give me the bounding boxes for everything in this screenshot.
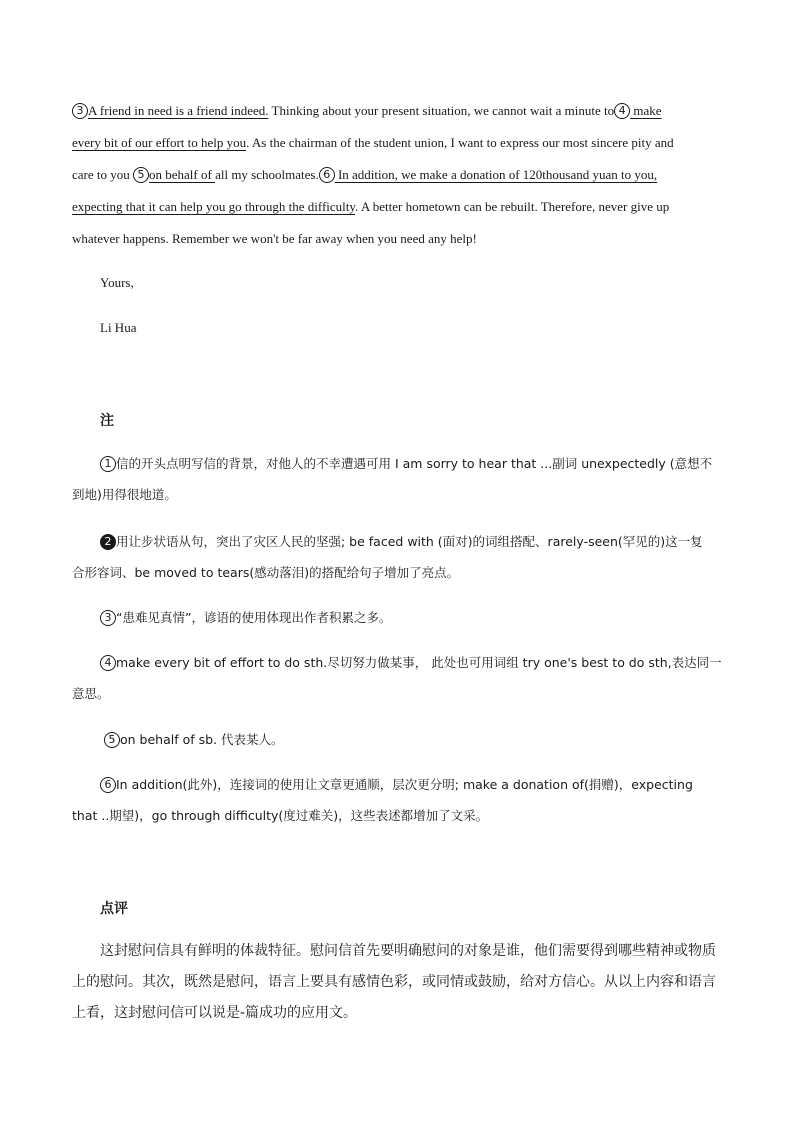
marker-1: 1 <box>100 456 116 472</box>
closing: Yours, <box>100 275 134 290</box>
note-5: 5 on behalf of sb. 代表某人。 <box>72 724 726 755</box>
note-1: 1 信的开头点明写信的背景，对他人的不幸遭遇可用 I am sorry to hear that ...副词 unexpectedly (意想不 到地)用得很地道。 <box>72 456 713 502</box>
notes-heading: 注 <box>100 413 114 429</box>
letter-line: every bit of our effort to help you. As the chairman of the student union, I want to express our most sincere pity and <box>72 135 674 150</box>
letter-body <box>72 95 722 255</box>
note-4: 4 make every bit of effort to do sth.尽切努力做某事， 此处也可用词组 try one's best to do sth,表达同一 意思。 <box>72 655 722 701</box>
letter-line: expecting that it can help you go through the difficulty. A better hometown can be rebuilt. Therefore, never give up <box>72 199 670 214</box>
signature: Li Hua <box>100 320 137 335</box>
marker-5: 5 <box>133 167 149 183</box>
note-3: 3 “患难见真情”，谚语的使用体现出作者积累之多。 <box>72 602 726 633</box>
marker-4: 4 <box>614 103 630 119</box>
review-body: 这封慰问信具有鲜明的体裁特征。慰问信首先要明确慰问的对象是谁，他们需要得到哪些精神或物质 上的慰问。其次，既然是慰问，语言上要具有感情色彩，或同情或鼓励，给对方信心。从以上内容和语言 上看，这封慰问信可以说是-篇成功的应用文。 <box>72 943 716 1021</box>
note-2: 2 用让步状语从句，突出了灾区人民的坚强; be faced with (面对)的词组搭配、rarely-seen(罕见的)这一复 合形容词、be moved to tears(感动落泪)的搭配给句子增加了亮点。 <box>72 534 703 580</box>
letter-line: whatever happens. Remember we won't be far away when you need any help! <box>72 231 477 246</box>
marker-2: 2 <box>100 534 116 550</box>
marker-3: 3 <box>72 103 88 119</box>
letter-line: care to you 5 on behalf of all my schoolmates. 6 In addition, we make a donation of 120thousand yuan to you, <box>72 167 658 182</box>
note-6: 6 In addition(此外)，连接词的使用让文章更通顺，层次更分明; make a donation of(捐赠)，expecting that ..期望)，go through difficulty(度过难关)，这些表述都增加了文采。 <box>72 777 693 823</box>
review-heading: 点评 <box>100 901 128 917</box>
proverb-text: A friend in need is a friend indeed. <box>88 103 269 118</box>
marker-6: 6 <box>319 167 335 183</box>
letter-line: 3 A friend in need is a friend indeed. Thinking about your present situation, we cannot wait a minute to 4 make <box>72 95 722 127</box>
